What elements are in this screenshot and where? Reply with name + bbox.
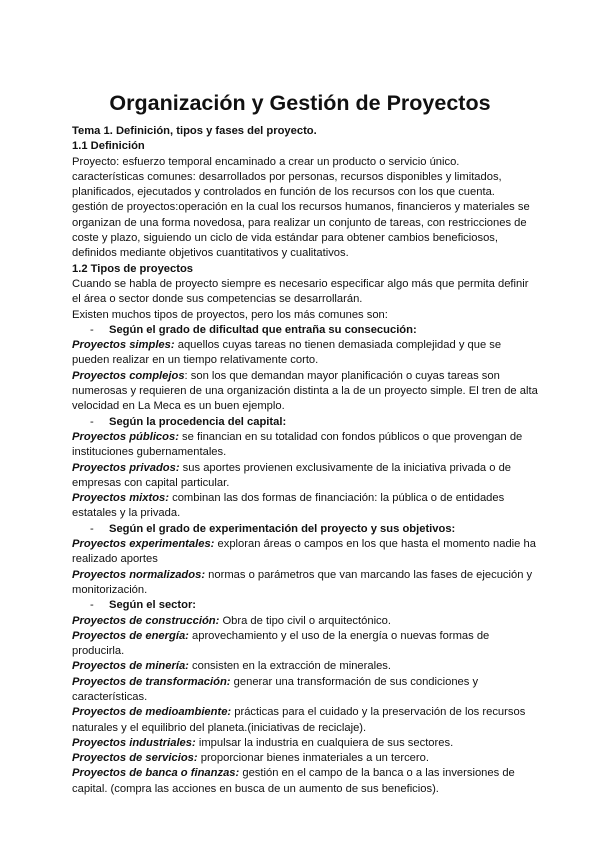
term-energia: Proyectos de energía: xyxy=(72,629,189,642)
desc-normalizados: normas o parámetros que van marcando las fases de ejecución y monitorización. xyxy=(72,568,533,596)
term-mineria: Proyectos de minería: xyxy=(72,660,189,673)
bullet-dificultad-label: Según el grado de dificultad que entraña su consecución: xyxy=(109,323,417,336)
item-banca xyxy=(72,766,538,797)
item-industriales xyxy=(72,736,538,751)
item-medioambiente xyxy=(72,705,538,736)
bullet-dash: - xyxy=(90,522,94,535)
term-publicos: Proyectos públicos: xyxy=(72,430,179,443)
term-complejos: Proyectos complejos xyxy=(72,369,185,382)
desc-simples: aquellos cuyas tareas no tienen demasiada complejidad y que se pueden realizar en un tiempo relativamente corto. xyxy=(72,339,502,367)
term-experimentales: Proyectos experimentales: xyxy=(72,538,215,551)
bullet-dificultad xyxy=(72,323,538,338)
term-servicios: Proyectos de servicios: xyxy=(72,752,198,765)
item-transformacion xyxy=(72,675,538,706)
bullet-dash: - xyxy=(90,415,94,428)
page-title: Organización y Gestión de Proyectos xyxy=(109,91,491,115)
item-normalizados xyxy=(72,568,538,599)
desc-mineria: consisten en la extracción de minerales. xyxy=(188,660,391,673)
bullet-capital-label: Según la procedencia del capital: xyxy=(109,415,287,428)
term-construccion: Proyectos de construcción: xyxy=(72,614,220,627)
item-privados xyxy=(72,461,538,492)
desc-complejos: : son los que demandan mayor planificación o cuyas tareas son numerosas y requieren de una organización distinta a la de un proyecto simple. El tren de alta velocidad en La Meca es un buen ejemplo. xyxy=(72,369,538,413)
desc-servicios: proporcionar bienes inmateriales a un tercero. xyxy=(197,752,429,765)
bullet-experimentacion-label: Según el grado de experimentación del proyecto y sus objetivos: xyxy=(109,522,456,535)
item-energia xyxy=(72,629,538,660)
term-normalizados: Proyectos normalizados: xyxy=(72,568,206,581)
tema-heading: Tema 1. Definición, tipos y fases del proyecto. xyxy=(72,125,317,137)
bullet-capital xyxy=(72,415,538,430)
document-body xyxy=(72,124,538,797)
desc-construccion: Obra de tipo civil o arquitectónico. xyxy=(219,614,391,627)
desc-energia: aprovechamiento y el uso de la energía o nuevas formas de producirla. xyxy=(72,629,490,658)
term-mixtos: Proyectos mixtos: xyxy=(72,492,169,505)
bullet-dash: - xyxy=(90,599,94,612)
item-complejos xyxy=(72,369,538,415)
term-banca: Proyectos de banca o finanzas: xyxy=(72,767,240,780)
bullet-experimentacion xyxy=(72,522,538,537)
item-servicios xyxy=(72,751,538,766)
desc-experimentales: exploran áreas o campos en los que hasta el momento nadie ha realizado aportes xyxy=(72,538,536,566)
desc-publicos: se financian en su totalidad con fondos públicos o que provengan de instituciones gubernamentales. xyxy=(72,430,523,459)
bullet-sector xyxy=(72,598,538,613)
section-heading-tipos: 1.2 Tipos de proyectos xyxy=(72,262,194,275)
paragraph-proyecto: Proyecto: esfuerzo temporal encaminado a crear un producto o servicio único. xyxy=(72,155,460,168)
term-industriales: Proyectos industriales: xyxy=(72,736,196,749)
paragraph-intro-2: Existen muchos tipos de proyectos, pero los más comunes son: xyxy=(72,308,388,321)
item-construccion xyxy=(72,614,538,629)
item-experimentales xyxy=(72,537,538,568)
desc-transformacion: generar una transformación de sus condiciones y características. xyxy=(72,675,479,703)
item-mixtos xyxy=(72,491,538,522)
term-transformacion: Proyectos de transformación: xyxy=(72,675,231,688)
item-publicos xyxy=(72,430,538,461)
desc-medioambiente: prácticas para el cuidado y la preservación de los recursos naturales y el equilibrio del planeta.(iniciativas de reciclaje). xyxy=(72,706,526,734)
term-privados: Proyectos privados: xyxy=(72,461,180,474)
paragraph-caracteristicas: características comunes: desarrollados por personas, recursos disponibles y limitados, planificados, ejecutados y controlados en función de los recursos con los que cuenta. xyxy=(72,170,502,199)
item-simples xyxy=(72,338,538,369)
desc-privados: sus aportes provienen exclusivamente de la iniciativa privada o de empresas con capital particular. xyxy=(72,461,512,489)
bullet-sector-label: Según el sector: xyxy=(109,599,197,612)
desc-mixtos: combinan las dos formas de financiación: la pública o de entidades estatales y la privada. xyxy=(72,492,505,520)
paragraph-intro: Cuando se habla de proyecto siempre es necesario especificar algo más que permita definir el área o sector donde sus competencias se desarrollarán. xyxy=(72,277,529,306)
item-mineria xyxy=(72,659,538,674)
term-medioambiente: Proyectos de medioambiente: xyxy=(72,706,232,719)
desc-industriales: impulsar la industria en cualquiera de sus sectores. xyxy=(195,736,454,749)
section-heading-definicion: 1.1 Definición xyxy=(72,140,145,153)
paragraph-gestion: gestión de proyectos:operación en la cual los recursos humanos, financieros y materiales se organizan de una forma novedosa, para realizar un conjunto de tareas, con restricciones de coste y plazo, siguiendo un ciclo de vida estándar para obtener cambios beneficiosos, definidos mediante objetivos cuantitativos y cualitativos. xyxy=(72,201,530,260)
term-simples: Proyectos simples: xyxy=(72,339,175,352)
bullet-dash: - xyxy=(90,323,94,336)
desc-banca: gestión en el campo de la banca o a las inversiones de capital. (compra las acciones en busca de un aumento de sus beneficios). xyxy=(72,767,515,795)
